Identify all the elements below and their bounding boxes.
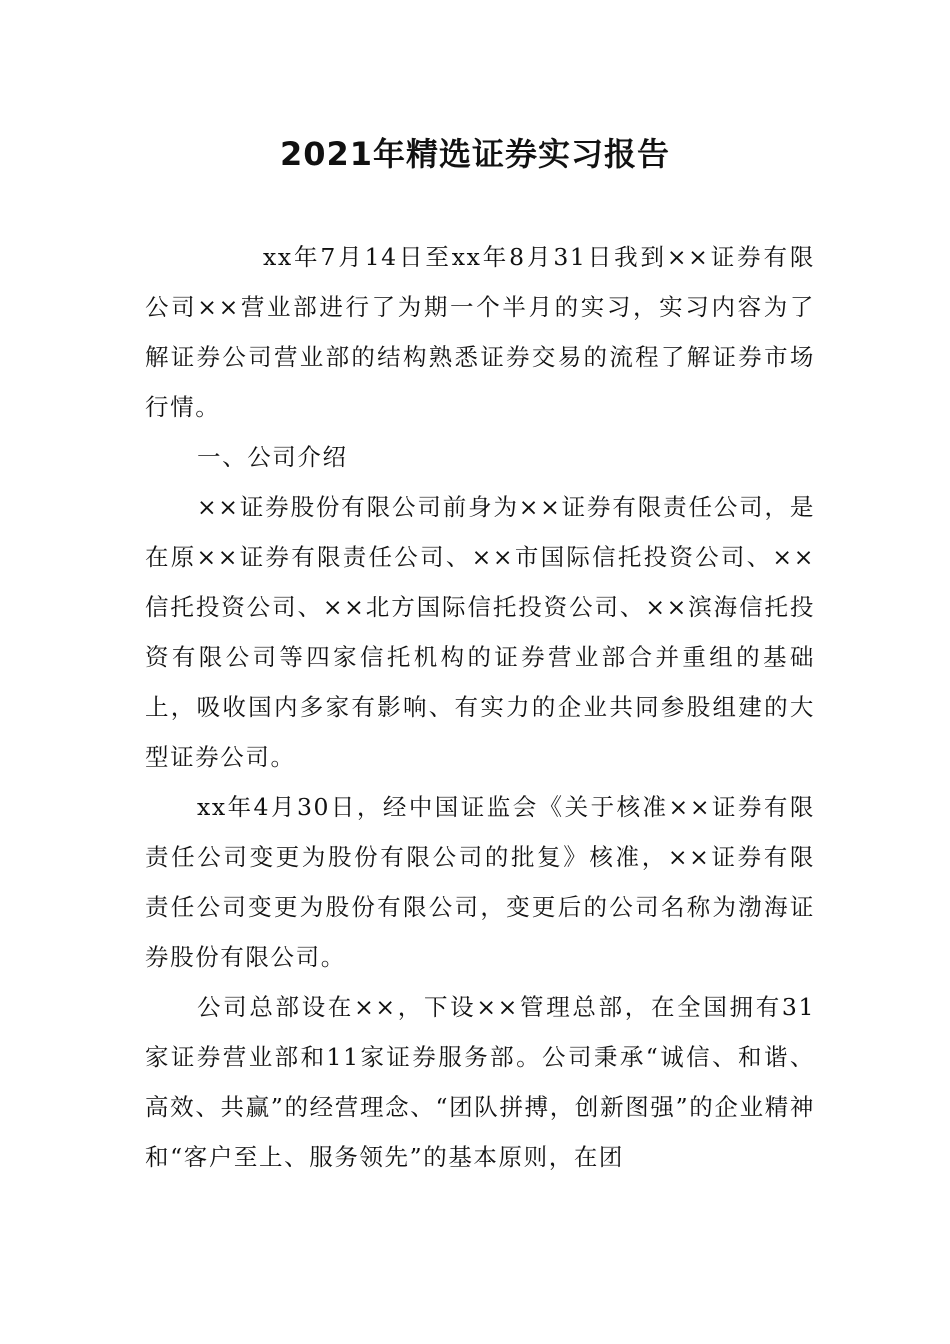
paragraph-company-history: ××证券股份有限公司前身为××证券有限责任公司，是在原××证券有限责任公司、××市国际信托投资公司、××信托投资公司、××北方国际信托投资公司、××滨海信托投资有限公司等四家信托机构的证券营业部合并重组的基础上，吸收国内多家有影响、有实力的企业共同参股组建的大型证券公司。 — [145, 493, 815, 771]
document-body — [145, 232, 815, 1182]
section-heading-company-intro: 一、公司介绍 — [197, 443, 348, 471]
paragraph-internship-intro: xx年7月14日至xx年8月31日我到××证券有限公司××营业部进行了为期一个半月的实习，实习内容为了解证券公司营业部的结构熟悉证券交易的流程了解证券市场行情。 — [145, 243, 815, 421]
paragraph-company-network: 公司总部设在××，下设××管理总部，在全国拥有31家证券营业部和11家证券服务部。公司秉承“诚信、和谐、高效、共赢”的经营理念、“团队拼搏，创新图强”的企业精神和“客户至上、服务领先”的基本原则，在团 — [145, 993, 815, 1171]
document-title: 2021年精选证券实习报告 — [279, 135, 671, 173]
paragraph-company-restructure: xx年4月30日，经中国证监会《关于核准××证券有限责任公司变更为股份有限公司的批复》核准，××证券有限责任公司变更为股份有限公司，变更后的公司名称为渤海证券股份有限公司。 — [145, 793, 815, 971]
